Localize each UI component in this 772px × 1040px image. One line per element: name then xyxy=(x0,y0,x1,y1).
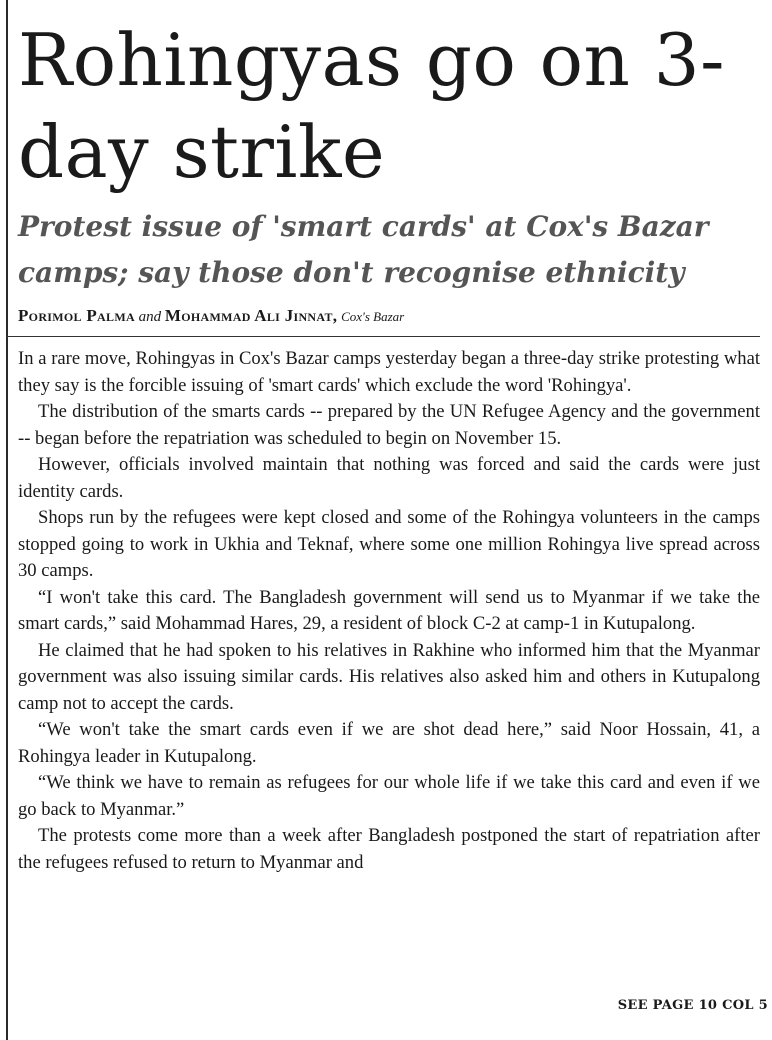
paragraph: “We think we have to remain as refugees for our whole life if we take this card and even if we go back to Myanmar.” xyxy=(18,772,760,820)
article-body xyxy=(18,346,760,876)
continuation-jump: SEE PAGE 10 COL 5 xyxy=(617,998,768,1013)
author-name: Mohammad Ali Jinnat, xyxy=(164,306,338,325)
byline-conjunction: and xyxy=(138,309,162,325)
author-name: Porimol Palma xyxy=(18,306,135,325)
column-rule xyxy=(6,0,8,1040)
byline xyxy=(18,306,760,327)
headline: Rohingyas go on 3-day strike xyxy=(18,18,725,194)
paragraph: “We won't take the smart cards even if we are shot dead here,” said Noor Hossain, 41, a Rohingya leader in Kutupalong. xyxy=(18,719,760,767)
paragraph: The protests come more than a week after Bangladesh postponed the start of repatriation after the refugees refused to return to Myanmar and xyxy=(18,825,760,873)
news-article xyxy=(18,0,760,876)
paragraph: The distribution of the smarts cards -- prepared by the UN Refugee Agency and the government -- began before the repatriation was scheduled to begin on November 15. xyxy=(18,401,760,449)
paragraph: However, officials involved maintain that nothing was forced and said the cards were just identity cards. xyxy=(18,454,760,502)
paragraph: In a rare move, Rohingyas in Cox's Bazar camps yesterday began a three-day strike protesting what they say is the forcible issuing of 'smart cards' which exclude the word 'Rohingya'. xyxy=(18,348,760,396)
paragraph: Shops run by the refugees were kept closed and some of the Rohingya volunteers in the camps stopped going to work in Ukhia and Teknaf, where some one million Rohingya live spread across 30 camps. xyxy=(18,507,760,581)
paragraph: He claimed that he had spoken to his relatives in Rakhine who informed him that the Myanmar government was also issuing similar cards. His relatives also asked him and others in Kutupalong camp not to accept the cards. xyxy=(18,639,760,714)
divider xyxy=(6,336,760,337)
subheadline: Protest issue of 'smart cards' at Cox's Bazar camps; say those don't recognise ethnicity xyxy=(18,210,709,289)
paragraph: “I won't take this card. The Bangladesh government will send us to Myanmar if we take the smart cards,” said Mohammad Hares, 29, a resident of block C-2 at camp-1 in Kutupalong. xyxy=(18,586,760,634)
dateline-location: Cox's Bazar xyxy=(341,309,405,324)
